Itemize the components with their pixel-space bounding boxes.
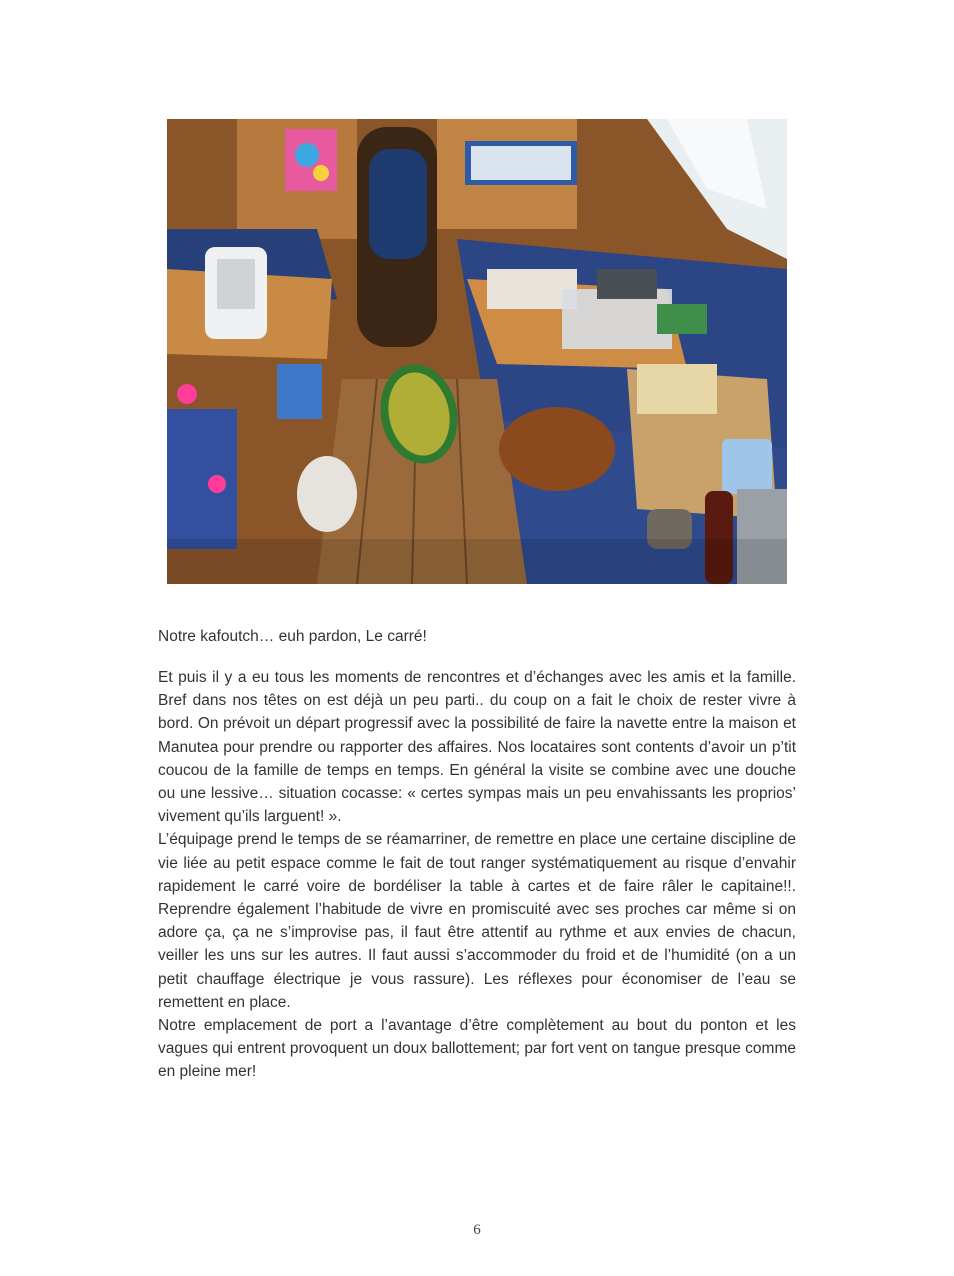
paragraph: L’équipage prend le temps de se réamarriner, de remettre en place une certaine discipline de vie liée au petit espace comme le fait de tout ranger systématiquement au risque d’envahir rapidement le carré voire de bordéliser la table à cartes et de faire râler le capitaine!!. Reprendre également l’habitude de vivre en promiscuité avec ses proches car même si on adore ça, ça ne s’improvise pas, il faut être attentif au rythme et aux envies de chacun, veiller les uns sur les autres. Il faut aussi s’accommoder du froid et de l’humidité (on a un petit chauffage électrique je vous rassure). Les réflexes pour économiser de l’eau se remettent en place. [158,831,796,1011]
boat-saloon-photo [167,119,787,584]
paragraph: Et puis il y a eu tous les moments de rencontres et d’échanges avec les amis et la famille. Bref dans nos têtes on est déjà un peu parti.. du coup on a fait le choix de rester vivre à bord. On prévoit un départ progressif avec la possibilité de faire la navette entre la maison et Manutea pour prendre ou rapporter des affaires. Nos locataires sont contents d’avoir un p’tit coucou de la famille de temps en temps. En général la visite se combine avec une douche ou une lessive… situation cocasse: « certes sympas mais un peu envahissants les proprios’ vivement qu’ils larguent! ». [158,669,796,826]
saloon-illustration [167,119,787,584]
photo-caption: Notre kafoutch… euh pardon, Le carré! [158,628,427,645]
body-text [158,666,796,1084]
paragraph: Notre emplacement de port a l’avantage d’être complètement au bout du ponton et les vagues qui entrent provoquent un doux ballottement; par fort vent on tangue presque comme en pleine mer! [158,1017,796,1081]
page-number: 6 [473,1222,481,1238]
